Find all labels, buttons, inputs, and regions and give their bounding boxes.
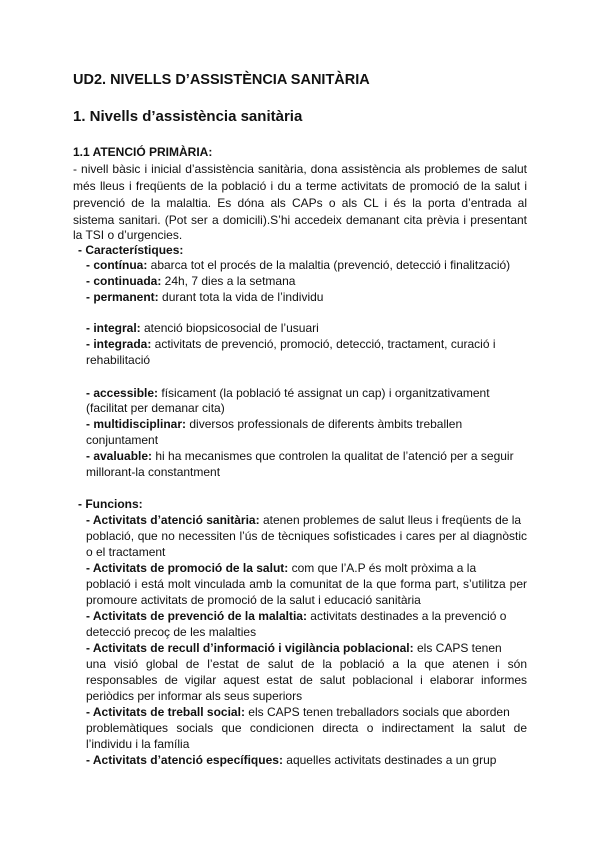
text-line: rehabilitació [86,353,151,367]
text-line: població i está molt vinculada amb la comunitat de la que forma part, s’utilitza per [86,577,527,591]
list-item: - Activitats de promoció de la salut: com que l’A.P és molt pròxima a la [86,561,477,575]
text-line: responsables de vigilar aquest estat de salut poblacional i elaborar informes [86,673,527,687]
text-line: més lleus i freqüents de la població i du a terme activitats de promoció de la salut i [73,179,527,193]
list-heading-funcions: - Funcions: [78,497,143,511]
section-heading: 1. Nivells d’assistència sanitària [73,108,303,125]
list-item: - multidisciplinar: diversos professionals de diferents àmbits treballen [86,417,463,431]
text-line: població, que no necessiten l’ús de tècniques sofisticades i cares per al diagnòstic [86,529,527,543]
text-line: sistema sanitari. (Pot ser a domicili).S’hi accedeix demanant cita prèvia i presentant [73,213,527,227]
list-item: - Activitats de treball social: els CAPS tenen treballadors socials que aborden [86,705,510,719]
list-item: - permanent: durant tota la vida de l’individu [86,290,324,304]
text-line: la TSI o d’urgencies. [73,228,183,242]
list-heading-caracteristiques: - Característiques: [78,243,184,257]
list-item: - continuada: 24h, 7 dies a la setmana [86,274,296,288]
text-line: l’individu i la família [86,737,190,751]
text-line: prevenció de la malaltia. Es dóna als CAPs o als CL i és la porta d’entrada al [73,196,527,210]
list-item: - integral: atenció biopsicosocial de l’usuari [86,321,319,335]
text-line: - nivell bàsic i inicial d’assistència sanitària, dona assistència als problemes de salut [73,162,527,176]
document-title: UD2. NIVELLS D’ASSISTÈNCIA SANITÀRIA [73,72,370,88]
list-item: - avaluable: hi ha mecanismes que controlen la qualitat de l’atenció per a seguir [86,449,514,463]
list-item: - Activitats d’atenció sanitària: atenen problemes de salut lleus i freqüents de la [86,513,522,527]
text-line: conjuntament [86,433,159,447]
text-line: promoure activitats de promoció de la salut i educació sanitària [86,593,421,607]
list-item: - accessible: físicament (la població té assignat un cap) i organitzativament [86,386,490,400]
text-line: detecció precoç de les malalties [86,625,257,639]
list-item: - Activitats de prevenció de la malaltia: activitats destinades a la prevenció o [86,609,507,623]
list-item: - integrada: activitats de prevenció, promoció, detecció, tractament, curació i [86,337,496,351]
text-line: una visió global de l’estat de salut de la població a la que atenen i són [86,657,527,671]
list-item: - contínua: abarca tot el procés de la malaltia (prevenció, detecció i finalització) [86,258,511,272]
list-item: - Activitats d’atenció específiques: aquelles activitats destinades a un grup [86,753,497,767]
text-line: millorant-la constantment [86,465,221,479]
subsection-heading: 1.1 ATENCIÓ PRIMÀRIA: [73,145,213,159]
text-line: (facilitat per demanar cita) [86,401,225,415]
text-line: problemàtiques socials que condicionen directa o indirectament la salut de [86,721,527,735]
text-line: periòdics per informar als seus superiors [86,689,303,703]
list-item: - Activitats de recull d’informació i vigilància poblacional: els CAPS tenen [86,641,502,655]
text-line: o el tractament [86,545,166,559]
